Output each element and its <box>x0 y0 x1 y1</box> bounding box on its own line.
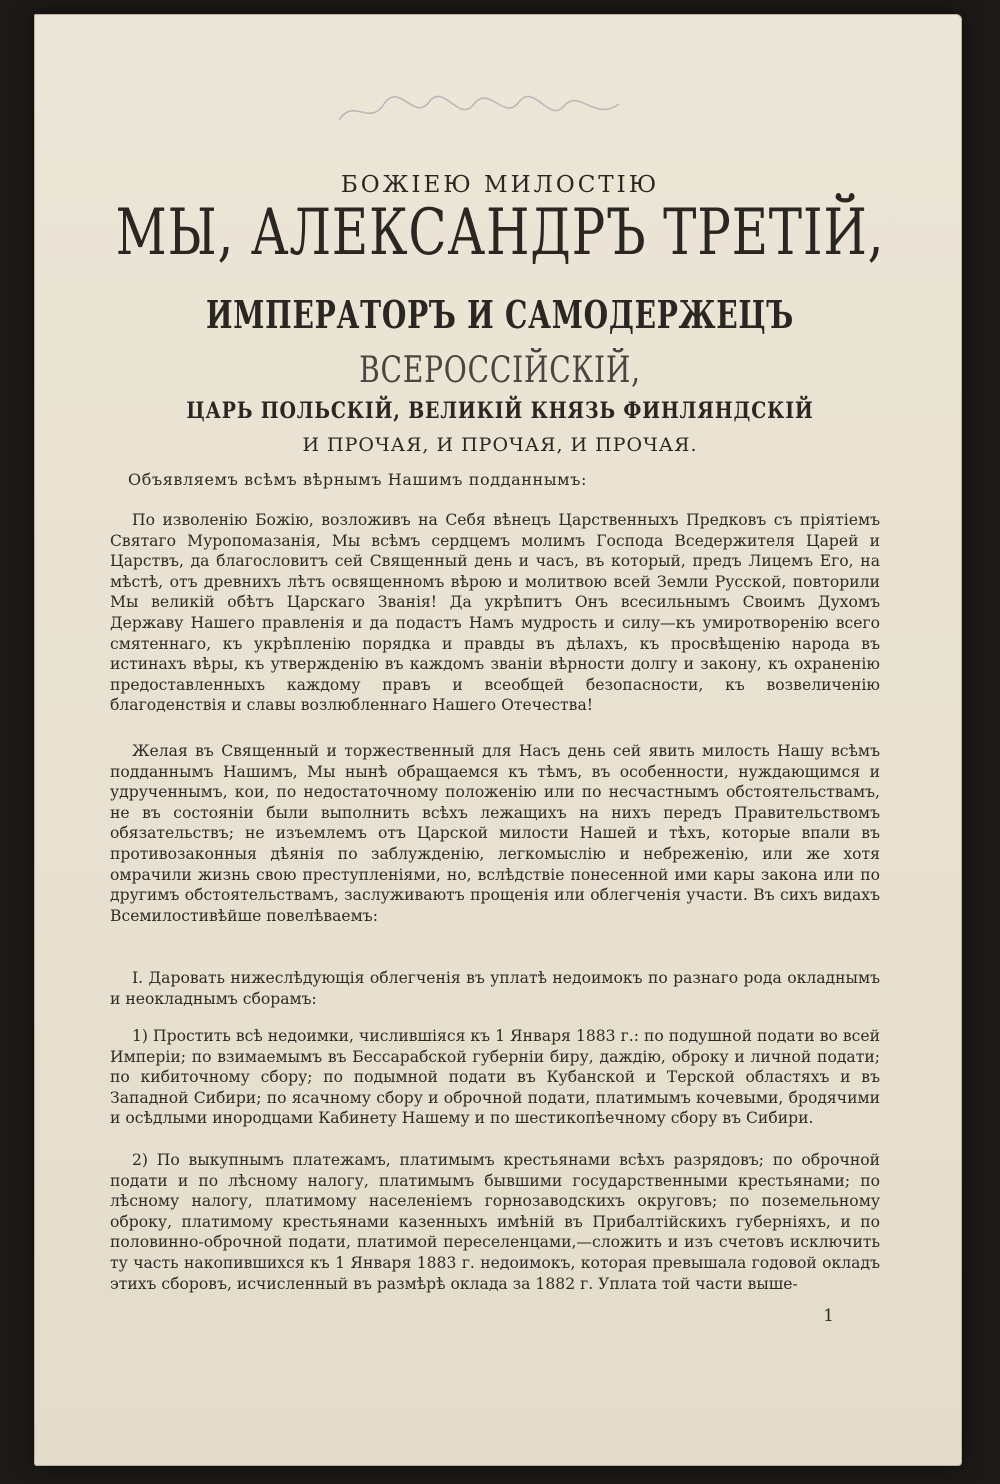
page-number: 1 <box>823 1306 834 1326</box>
paragraph-text: 1) Простить всѣ недоимки, числившіяся къ 1 Января 1883 г.: по подушной подати во всей Имперіи; по взимаемымъ въ Бессарабской губерніи биру, даждію, оброку и личной подати; по кибиточному сбору; по подымной подати въ Кубанской и Терской областяхъ и въ Западной Сибири; по ясачному сбору и оброчной подати, платимымъ кочевыми, бродячими и осѣдлыми инородцами Кабинету Нашему и по шестикопѣечному сбору въ Сибири. <box>110 1027 880 1128</box>
greeting-line: Объявляемъ всѣмъ вѣрнымъ Нашимъ подданнымъ: <box>128 470 587 489</box>
paragraph-text: I. Даровать нижеслѣдующія облегченія въ уплатѣ недоимокъ по разнаго рода окладнымъ и неокладнымъ сборамъ: <box>110 969 880 1008</box>
header-king-poland: ЦАРЬ ПОЛЬСКІЙ, ВЕЛИКІЙ КНЯЗЬ ФИНЛЯНДСКІЙ <box>186 398 814 424</box>
header-by-grace: БОЖІЕЮ МИЛОСТІЮ <box>340 172 660 198</box>
header-etc: И ПРОЧАЯ, И ПРОЧАЯ, И ПРОЧАЯ. <box>302 434 698 456</box>
paragraph-coronation <box>110 510 880 716</box>
header-title-alexander: МЫ, АЛЕКСАНДРЪ ТРЕТІЙ, <box>115 196 885 270</box>
paragraph-mercy <box>110 741 880 926</box>
paragraph-section-one <box>110 968 880 1009</box>
paragraph-item-two <box>110 1150 880 1294</box>
paragraph-text: Желая въ Священный и торжественный для Насъ день сей явить милость Нашу всѣмъ подданнымъ Нашимъ, Мы нынѣ обращаемся къ тѣмъ, въ особенности, нуждающимся и удрученнымъ, кои, по недостаточному положенію или по несчастнымъ обстоятельствамъ, не въ состояніи были выполнить всѣхъ лежащихъ на нихъ передъ Правительствомъ обязательствъ; не изъемлемъ отъ Царской милости Нашей и тѣхъ, которые впали въ противозаконныя дѣянія по заблужденію, легкомыслію и небреженію, или же хотя омрачили жизнь свою преступленіями, но, вслѣдствіе понесенной ими кары закона или по другимъ обстоятельствамъ, заслуживаютъ прощенія или облегченія участи. Въ сихъ видахъ Всемилостивѣйше повелѣваемъ: <box>110 742 880 925</box>
header-emperor-autocrat: ИМПЕРАТОРЪ И САМОДЕРЖЕЦЪ <box>206 292 794 337</box>
paragraph-text: 2) По выкупнымъ платежамъ, платимымъ крестьянами всѣхъ разрядовъ; по оброчной подати и по лѣсному налогу, платимымъ бывшими государственными крестьянами; по лѣсному налогу, платимому населеніемъ горнозаводскихъ округовъ; по поземельному оброку, платимому крестьянами казенныхъ имѣній въ Прибалтійскихъ губерніяхъ, и по половинно-оброчной подати, платимой переселенцами,—сложить и изъ счетовъ исключить ту часть накопившихся къ 1 Января 1883 г. недоимокъ, которая превышала годовой окладъ этихъ сборовъ, исчисленный въ размѣрѣ оклада за 1882 г. Уплата той части выше- <box>110 1151 880 1293</box>
pencil-inscription <box>334 92 624 132</box>
paragraph-item-one <box>110 1026 880 1129</box>
header-all-russia: ВСЕРОССІЙСКІЙ, <box>359 350 641 391</box>
paragraph-text: По изволенію Божію, возложивъ на Себя вѣнецъ Царственныхъ Предковъ съ пріятіемъ Святаго Муропомазанія, Мы всѣмъ сердцемъ молимъ Господа Вседержителя Царей и Царствъ, да благословитъ сей Священный день и часъ, въ который, предъ Лицемъ Его, на мѣстѣ, отъ древнихъ лѣтъ освященномъ вѣрою и молитвою всей Земли Русской, повторили Мы великій обѣтъ Царскаго Званія! Да укрѣпитъ Онъ всесильнымъ Своимъ Духомъ Державу Нашего правленія и да подастъ Намъ мудрость и силу—къ умиротворенію всего смятеннаго, къ укрѣпленію порядка и правды въ дѣлахъ, къ просвѣщенію народа въ истинахъ вѣры, къ утвержденію въ каждомъ званіи вѣрности долгу и закону, къ охраненію предоставленныхъ каждому правъ и всеобщей безопасности, къ возвеличенію благоденствія и славы возлюбленнаго Нашего Отечества! <box>110 511 880 715</box>
